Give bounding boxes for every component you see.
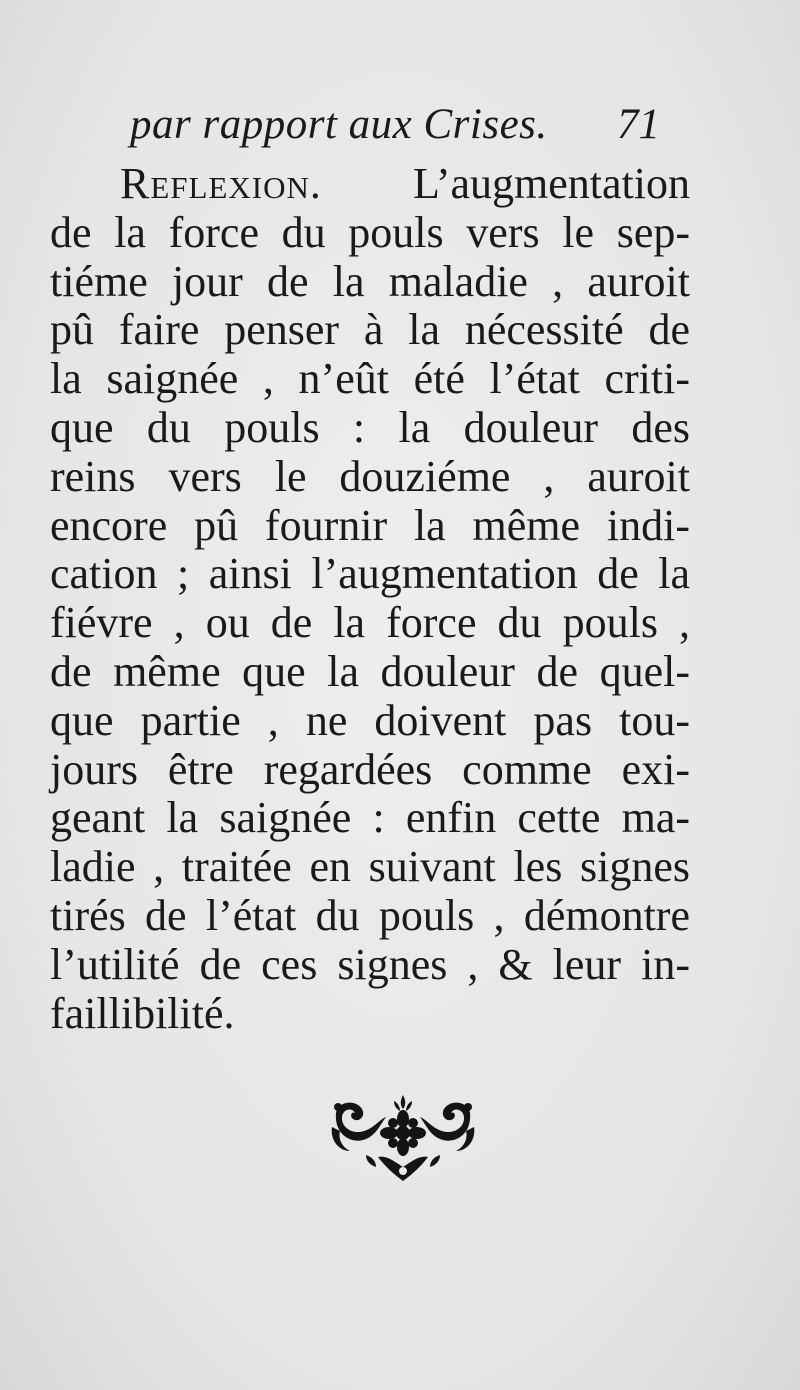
text-line: de la force du pouls vers le sep- xyxy=(50,207,690,257)
running-head: par rapport aux Crises. xyxy=(130,101,548,148)
text-line: que du pouls : la douleur des xyxy=(50,402,690,452)
text-line: cation ; ainsi l’augmentation de la xyxy=(50,549,690,599)
floral-fleuron-ornament-icon xyxy=(328,1095,478,1185)
page-number: 71 xyxy=(617,101,660,148)
text-line: que partie , ne doivent pas tou- xyxy=(50,695,690,745)
lead-word: Reflexion. xyxy=(120,159,322,208)
text-line: fiévre , ou de la force du pouls , xyxy=(50,598,690,648)
text-line: tirés de l’état du pouls , démontre xyxy=(50,890,690,940)
text-line: faillibilité. xyxy=(50,988,235,1038)
text-line: la saignée , n’eût été l’état criti- xyxy=(50,354,690,404)
text-line: ladie , traitée en suivant les signes xyxy=(50,842,690,892)
text-line: pû faire penser à la nécessité de xyxy=(50,305,690,355)
text-line: l’utilité de ces signes , & leur in- xyxy=(50,939,690,989)
text-line: Reflexion. L’augmentation xyxy=(120,159,690,208)
text-line: geant la saignée : enfin cette ma- xyxy=(50,793,690,843)
text-line: tiéme jour de la maladie , auroit xyxy=(50,256,690,306)
text-line: encore pû fournir la même indi- xyxy=(50,500,690,550)
text-line: reins vers le douziéme , auroit xyxy=(50,451,690,501)
text-line: jours être regardées comme exi- xyxy=(50,744,690,794)
body-text xyxy=(50,160,690,1038)
page-header xyxy=(130,100,660,150)
text-line: de même que la douleur de quel- xyxy=(50,646,690,696)
